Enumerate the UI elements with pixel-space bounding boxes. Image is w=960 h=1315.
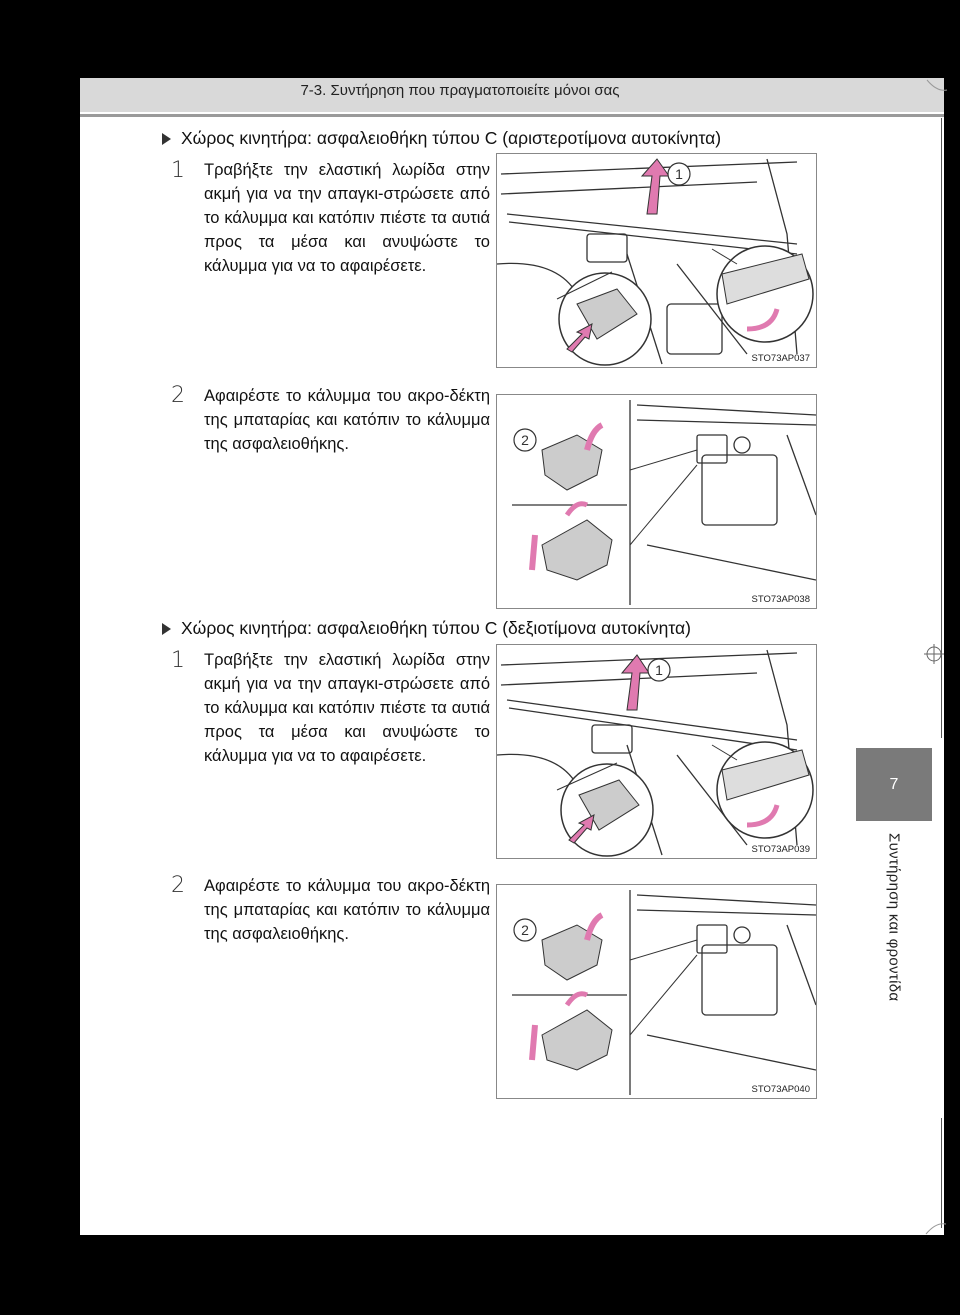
figure-fuse-cover-lhd (496, 153, 817, 368)
engine-illustration (497, 154, 816, 367)
chapter-label: Συντήρηση και φροντίδα (885, 833, 903, 1002)
chapter-number: 7 (889, 775, 899, 793)
crop-mark-icon (925, 78, 949, 102)
step-instruction: Τραβήξτε την ελαστική λωρίδα στην ακμή για να την απαγκι-στρώσετε από το κάλυμμα και κατόπιν πιέστε τα αυτιά προς τα μέσα και ανυψώστε το κάλυμμα για να το αφαιρέσετε. (204, 161, 490, 275)
step-number: 2 (171, 383, 185, 408)
battery-illustration (497, 395, 816, 608)
triangle-bullet-icon (162, 623, 171, 635)
step-instruction: Αφαιρέστε το κάλυμμα του ακρο-δέκτη της μπαταρίας και κατόπιν το κάλυμμα της ασφαλειοθήκης. (204, 387, 490, 453)
chapter-tab[interactable] (856, 748, 932, 821)
battery-illustration (497, 885, 816, 1098)
figure-code: STO73AP039 (751, 844, 810, 855)
figure-callout: 1 (655, 662, 663, 678)
engine-illustration (497, 645, 816, 858)
step-number: 2 (171, 873, 185, 898)
step-number: 1 (171, 648, 185, 673)
figure-code: STO73AP040 (751, 1084, 810, 1095)
figure-battery-cover-lhd (496, 394, 817, 609)
page-header-title: 7-3. Συντήρηση που πραγματοποιείτε μόνοι σας (300, 82, 620, 99)
crop-mark-icon (924, 1212, 948, 1236)
manual-page (80, 78, 944, 1235)
registration-mark-icon (922, 642, 946, 666)
triangle-bullet-icon (162, 133, 171, 145)
section-heading-rhd (162, 618, 691, 639)
figure-code: STO73AP038 (751, 594, 810, 605)
figure-battery-cover-rhd (496, 884, 817, 1099)
figure-fuse-cover-rhd (496, 644, 817, 859)
header-divider (80, 114, 944, 117)
step-instruction: Αφαιρέστε το κάλυμμα του ακρο-δέκτη της μπαταρίας και κατόπιν το κάλυμμα της ασφαλειοθήκης. (204, 877, 490, 943)
figure-code: STO73AP037 (751, 353, 810, 364)
step-instruction: Τραβήξτε την ελαστική λωρίδα στην ακμή για να την απαγκι-στρώσετε από το κάλυμμα και κατόπιν πιέστε τα αυτιά προς τα μέσα και ανυψώστε το κάλυμμα για να το αφαιρέσετε. (204, 651, 490, 765)
section-heading-text: Χώρος κινητήρα: ασφαλειοθήκη τύπου C (αριστεροτίμονα αυτοκίνητα) (181, 128, 722, 148)
step-number: 1 (171, 158, 185, 183)
figure-callout: 1 (675, 166, 683, 182)
section-heading-text: Χώρος κινητήρα: ασφαλειοθήκη τύπου C (δεξιοτίμονα αυτοκίνητα) (181, 618, 691, 638)
header-bar (80, 78, 944, 112)
figure-callout: 2 (521, 922, 529, 938)
figure-callout: 2 (521, 432, 529, 448)
section-heading-lhd (162, 128, 721, 149)
chapter-label-area (860, 833, 928, 1113)
